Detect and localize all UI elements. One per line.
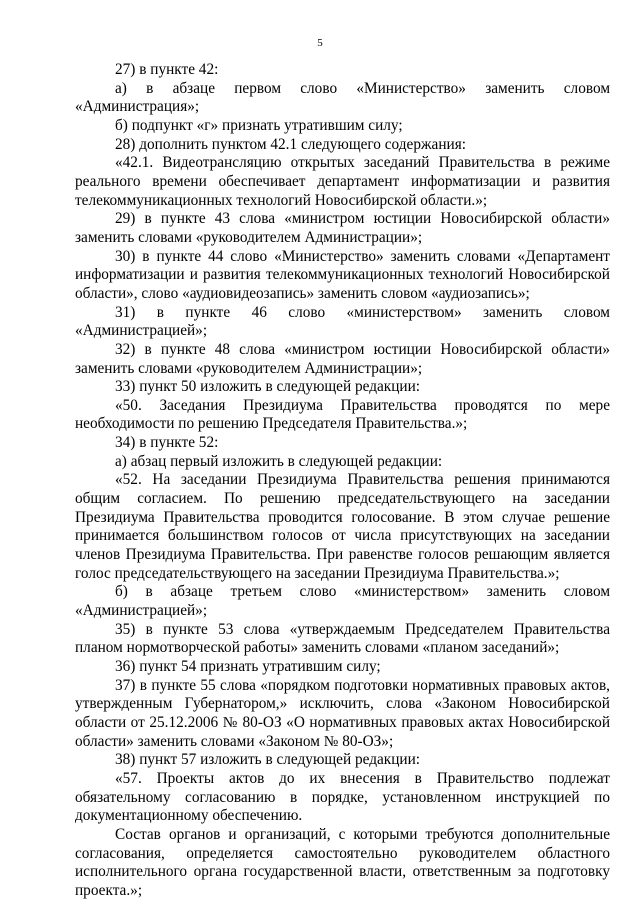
paragraph: 27) в пункте 42: (115, 61, 219, 78)
paragraph: б) в абзаце третьем слово «министерством» заменить словом «Администрацией»; (75, 583, 610, 620)
paragraph: а) абзац первый изложить в следующей редакции: (115, 452, 443, 470)
paragraph: 30) в пункте 44 слово «Министерство» заменить словами «Департамент информатизации и развития телекоммуникационных технологий Новосибирской области», слово «аудиовидеозапись» заменить словом «аудиозапись»; (75, 247, 610, 302)
paragraph: 29) в пункте 43 слова «министром юстиции Новосибирской области» заменить словами «руководителем Администрации»; (75, 210, 610, 246)
paragraph: б) подпункт «г» признать утратившим силу; (115, 116, 403, 134)
document-body (75, 61, 610, 901)
paragraph: а) в абзаце первом слово «Министерство» заменить словом «Администрация»; (75, 79, 610, 116)
paragraph: 31) в пункте 46 слово «министерством» заменить словом «Администрацией»; (75, 303, 610, 340)
paragraph: 32) в пункте 48 слова «министром юстиции Новосибирской области» заменить словами «руководителем Администрации»; (75, 340, 610, 377)
paragraph: 35) в пункте 53 слова «утверждаемым Председателем Правительства планом нормотворческой работы» заменить словами «планом заседаний»; (75, 620, 610, 657)
paragraph: «57. Проекты актов до их внесения в Правительство подлежат обязательному согласованию в порядке, установленном инструкцией по документационному обеспечению. (75, 769, 610, 825)
paragraph: «50. Заседания Президиума Правительства проводятся по мере необходимости по решению Председателя Правительства.»; (75, 396, 610, 433)
paragraph: 38) пункт 57 изложить в следующей редакции: (115, 751, 421, 769)
paragraph: 37) в пункте 55 слова «порядком подготовки нормативных правовых актов, утвержденным Губернатором,» исключить, слова «Законом Новосибирской области от 25.12.2006 № 80-ОЗ «О нормативных правовых актах Новосибирской области» заменить словами «Законом № 80-ОЗ»; (75, 676, 610, 750)
paragraph: «42.1. Видеотрансляцию открытых заседаний Правительства в режиме реального времени обеспечивает департамент информатизации и развития телекоммуникационных технологий Новосибирской области.»; (75, 154, 610, 209)
paragraph: 36) пункт 54 признать утратившим силу; (115, 658, 381, 675)
paragraph: «52. На заседании Президиума Правительства решения принимаются общим согласием. По решению председательствующего на заседании Президиума Правительства проводится голосование. В этом случае решение принимается большинством голосов от числа присутствующих на заседании членов Президиума Правительства. При равенстве голосов решающим является голос председательствующего на заседании Президиума Правительства.»; (75, 471, 610, 582)
paragraph: Состав органов и организаций, с которыми требуются дополнительные согласования, определяется самостоятельно руководителем областного исполнительного органа государственной власти, ответственным за подготовку проекта.»; (75, 825, 610, 899)
paragraph: 34) в пункте 52: (115, 434, 219, 452)
page-number: 5 (317, 37, 323, 49)
paragraph: 33) пункт 50 изложить в следующей редакции: (115, 378, 421, 396)
paragraph: 28) дополнить пунктом 42.1 следующего содержания: (115, 135, 466, 153)
